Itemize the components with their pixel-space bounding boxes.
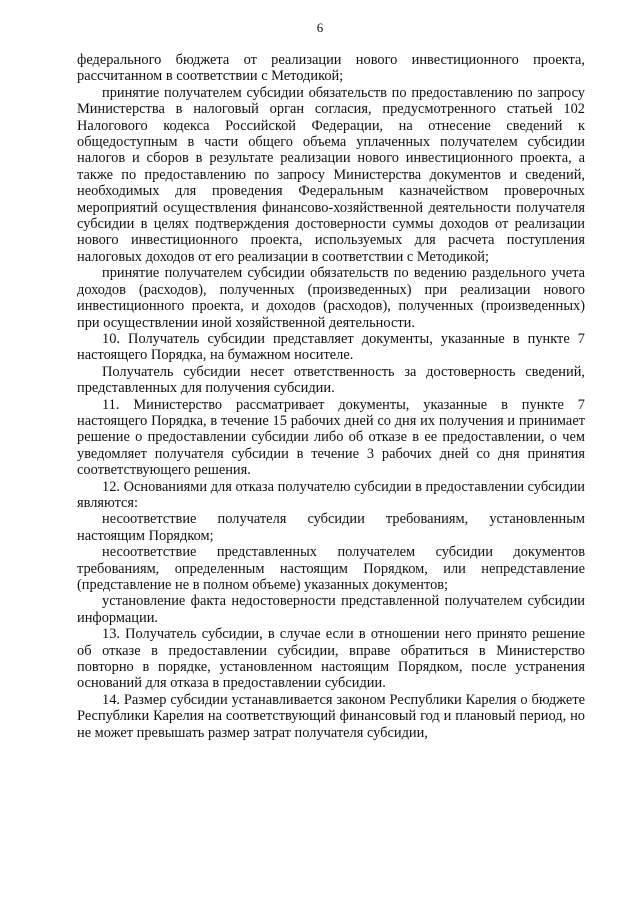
paragraph: 11. Министерство рассматривает документы, указанные в пункте 7 настоящего Порядка, в течение 15 рабочих дней со дня их получения и принимает решение о предоставлении субсидии либо об отказе в ее предоставлении, о чем уведомляет получателя субсидии в течение 3 рабочих дней со дня принятия соответствующего решения. [77, 396, 585, 479]
paragraph: 14. Размер субсидии устанавливается законом Республики Карелия о бюджете Республики Карелия на соответствующий финансовый год и плановый период, но не может превышать размер затрат получателя субсидии, [77, 691, 585, 741]
paragraph: 10. Получатель субсидии представляет документы, указанные в пункте 7 настоящего Порядка, на бумажном носителе. [77, 330, 585, 364]
page-number: 6 [316, 20, 324, 35]
paragraph: 13. Получатель субсидии, в случае если в отношении него принято решение об отказе в предоставлении субсидии, вправе обратиться в Министерство повторно в порядке, установленном настоящим Порядком, после устранения оснований для отказа в предоставлении субсидии. [77, 626, 585, 692]
paragraph: установление факта недостоверности представленной получателем субсидии информации. [77, 593, 585, 626]
paragraph: 12. Основаниями для отказа получателю субсидии в предоставлении субсидии являются: [77, 478, 585, 511]
paragraph: принятие получателем субсидии обязательств по предоставлению по запросу Министерства в налоговый орган согласия, предусмотренного статьей 102 Налогового кодекса Российской Федерации, на отнесение сведений к общедоступным в части общего объема уплаченных получателем субсидии налогов и сборов в результате реализации нового инвестиционного проекта, а также по предоставлению по запросу Министерства документов и сведений, необходимых для проведения Федеральным казначейством проверочных мероприятий осуществления финансово-хозяйственной деятельности получателя субсидии в целях подтверждения достоверности суммы доходов от реализации нового инвестиционного проекта, используемых для расчета поступления налоговых доходов от его реализации в соответствии с Методикой; [77, 84, 585, 265]
paragraph-continuation: федерального бюджета от реализации нового инвестиционного проекта, рассчитанном в соответствии с Методикой; [77, 52, 585, 85]
paragraph: принятие получателем субсидии обязательств по ведению раздельного учета доходов (расходов), полученных (произведенных) при реализации нового инвестиционного проекта, и доходов (расходов), полученных (произведенных) при осуществлении иной хозяйственной деятельности. [77, 265, 585, 331]
paragraph: несоответствие представленных получателем субсидии документов требованиям, определенным настоящим Порядком, или непредставление (представление не в полном объеме) указанных документов; [77, 544, 585, 593]
paragraph: несоответствие получателя субсидии требованиям, установленным настоящим Порядком; [77, 511, 585, 544]
document-body [77, 52, 585, 741]
paragraph: Получатель субсидии несет ответственность за достоверность сведений, представленных для получения субсидии. [77, 363, 585, 397]
